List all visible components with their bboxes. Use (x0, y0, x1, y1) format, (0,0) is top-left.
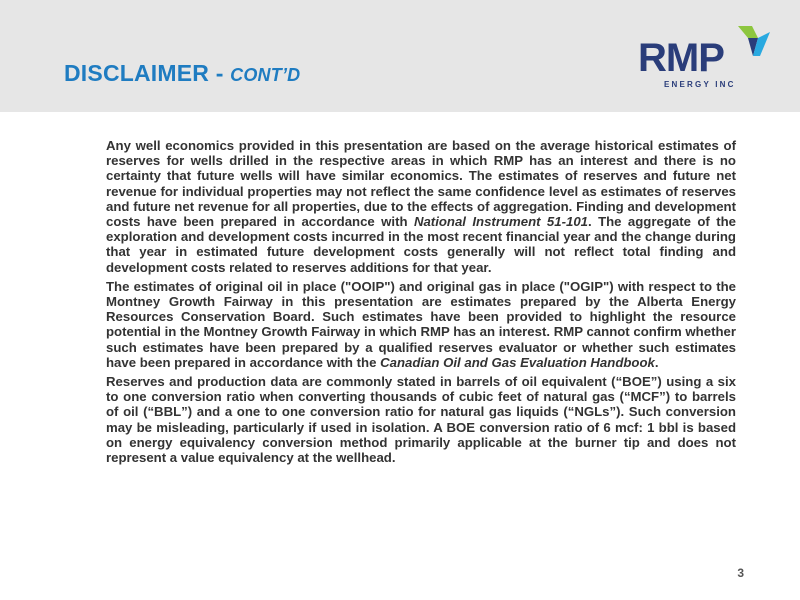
handbook-reference: Canadian Oil and Gas Evaluation Handbook (380, 354, 655, 370)
disclaimer-body (106, 138, 736, 469)
paragraph-economics-text-a: Any well economics provided in this presentation are based on the average historical estimates of reserves for wells drilled in the respective areas in which RMP has an interest and there is no certainty that future wells will have similar economics. The estimates of reserves and future net revenue for individual properties may not reflect the same confidence level as estimates of reserves and future net revenue for all properties, due to the effects of aggregation. Finding and development costs have been prepared in accordance with (106, 138, 736, 230)
paragraph-boe-text: Reserves and production data are commonly stated in barrels of oil equivalent (“BOE”) using a six to one conversion ratio when converting thousands of cubic feet of natural gas (“MCF”) to barrels of oil (“BBL”) and a one to one conversion ratio for natural gas liquids (“NGLs”). Such conversion may be misleading, particularly if used in isolation. A BOE conversion ratio of 6 mcf: 1 bbl is based on energy equivalency conversion method primarily applicable at the burner tip and does not represent a value equivalency at the wellhead. (106, 374, 736, 466)
paragraph-ooip-text-b: . (654, 354, 659, 370)
logo-subtitle: ENERGY INC (664, 80, 736, 89)
logo-mark-green (738, 26, 758, 38)
paragraph-economics (106, 138, 736, 275)
paragraph-ooip-text-a: The estimates of original oil in place ("OOIP") and original gas in place ("OGIP") with respect to the Montney Growth Fairway in this presentation are estimates prepared by the Alberta Energy Resources Conservation Board. Such estimates have been provided to highlight the resource potential in the Montney Growth Fairway in which RMP has an interest. RMP cannot confirm whether such estimates have been prepared by a qualified reserves evaluator or whether such estimates have been prepared in accordance with the (106, 278, 736, 370)
company-logo (638, 24, 778, 94)
logo-mark-icon (738, 26, 770, 56)
instrument-reference: National Instrument 51-101 (413, 214, 588, 230)
page-title (64, 60, 300, 87)
paragraph-ooip-ogip (106, 279, 736, 370)
paragraph-economics-text-b: . The aggregate of the exploration and development costs incurred in the most recent financial year and the change during that year in estimated future development costs generally will not reflect total finding and development costs related to reserves additions for that year. (106, 214, 736, 275)
title-main: DISCLAIMER - (64, 60, 231, 86)
title-suffix: CONT’D (230, 65, 301, 85)
paragraph-boe (106, 374, 736, 465)
page-number: 3 (737, 566, 744, 580)
logo-name: RMP (638, 36, 724, 80)
